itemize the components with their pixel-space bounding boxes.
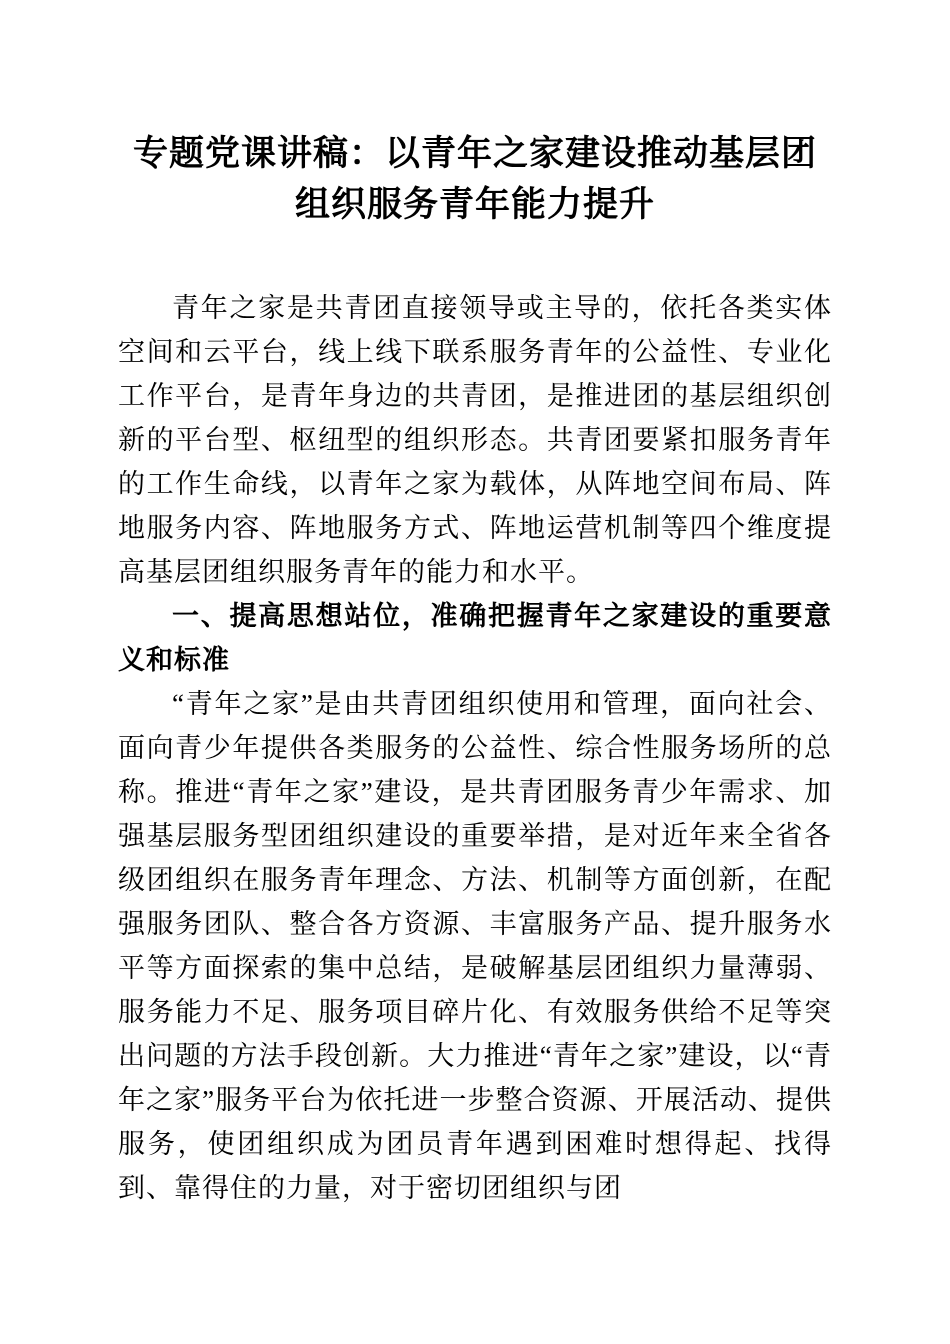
document-title: 专题党课讲稿：以青年之家建设推动基层团组织服务青年能力提升 (132, 134, 817, 224)
paragraph-section-1-body: “青年之家”是由共青团组织使用和管理，面向社会、面向青少年提供各类服务的公益性、综合性服务场所的总称。推进“青年之家”建设，是共青团服务青少年需求、加强基层服务型团组织建设的重要举措，是对近年来全省各级团组织在服务青年理念、方法、机制等方面创新，在配强服务团队、整合各方资源、丰富服务产品、提升服务水平等方面探索的集中总结，是破解基层团组织力量薄弱、服务能力不足、服务项目碎片化、有效服务供给不足等突出问题的方法手段创新。大力推进“青年之家”建设，以“青年之家”服务平台为依托进一步整合资源、开展活动、提供服务，使团组织成为团员青年遇到困难时想得起、找得到、靠得住的力量，对于密切团组织与团 (118, 689, 832, 1203)
section-heading-1: 一、提高思想站位，准确把握青年之家建设的重要意义和标准 (118, 601, 832, 675)
paragraph-intro: 青年之家是共青团直接领导或主导的，依托各类实体空间和云平台，线上线下联系服务青年的公益性、专业化工作平台，是青年身边的共青团，是推进团的基层组织创新的平台型、枢纽型的组织形态。共青团要紧扣服务青年的工作生命线，以青年之家为载体，从阵地空间布局、阵地服务内容、阵地服务方式、阵地运营机制等四个维度提高基层团组织服务青年的能力和水平。 (118, 293, 832, 587)
